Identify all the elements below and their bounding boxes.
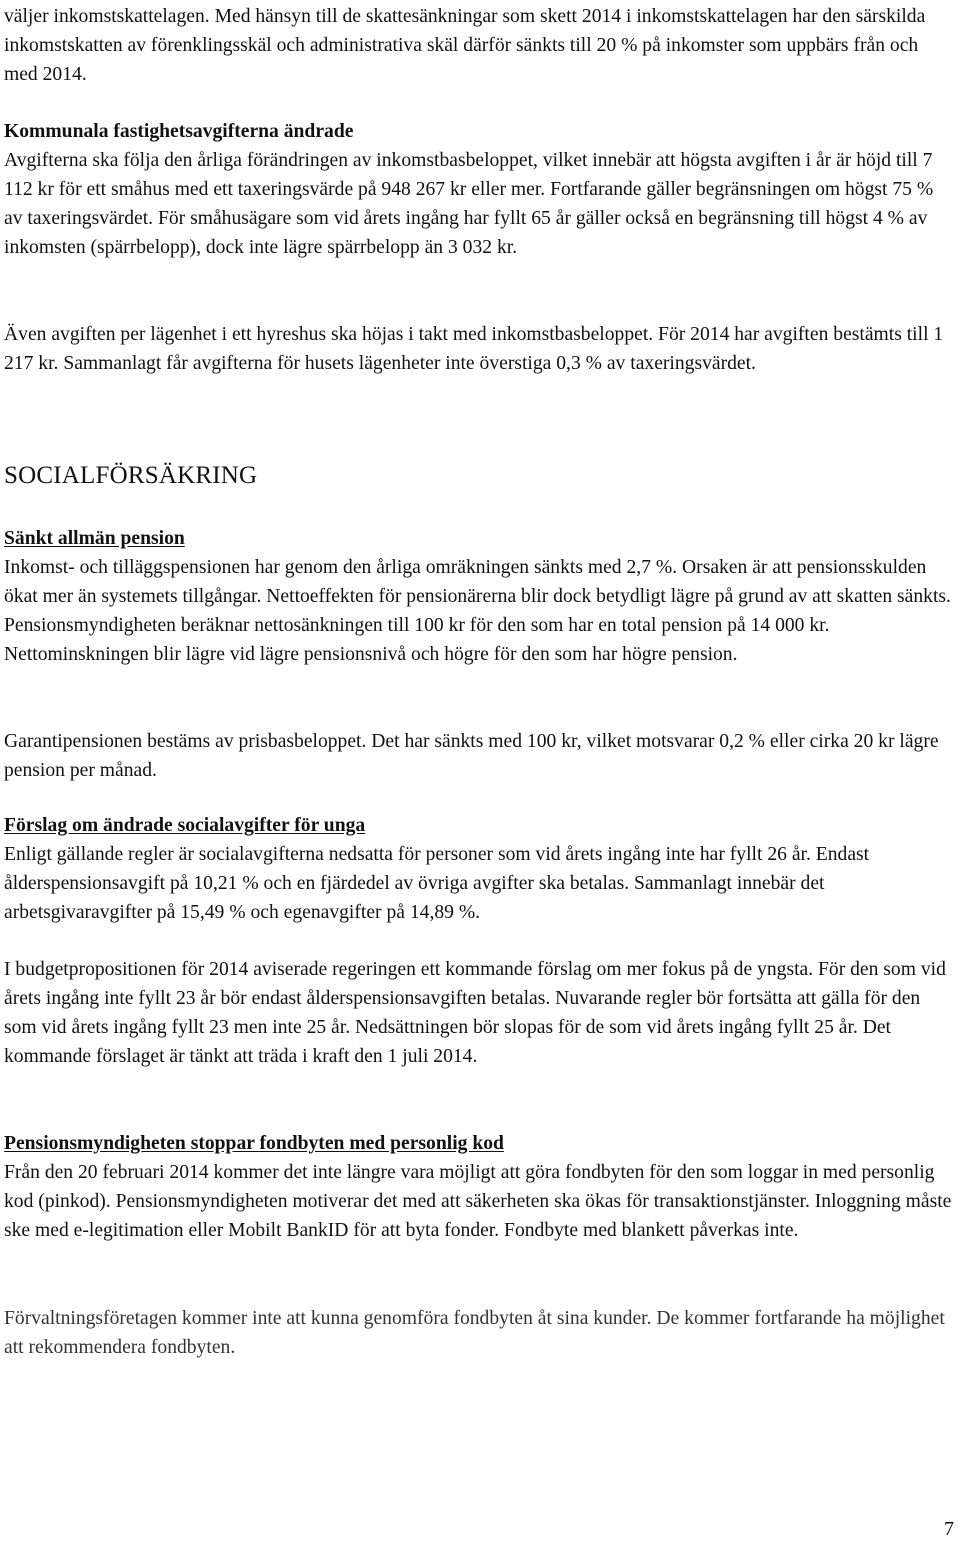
pension-paragraph-2: Garantipensionen bestäms av prisbasbeloppet. Det har sänkts med 100 kr, vilket motsvarar 0,2 % eller cirka 20 kr lägre pension per månad. — [4, 731, 939, 781]
intro-paragraph: väljer inkomstskattelagen. Med hänsyn till de skattesänkningar som skett 2014 i inkomstskattelagen har den särskilda inkomstskatten av förenklingsskäl och administrativa skäl därför sänkts till 20 % på inkomster som uppbärs från och med 2014. — [4, 6, 926, 85]
fastighet-heading: Kommunala fastighetsavgifterna ändrade — [4, 121, 354, 142]
unga-heading: Förslag om ändrade socialavgifter för unga — [4, 815, 366, 836]
unga-paragraph-2: I budgetpropositionen för 2014 aviserade regeringen ett kommande förslag om mer fokus på de yngsta. För den som vid årets ingång inte fyllt 23 år bör endast ålderspensionsavgiften betalas. Nuvarande regler bör fortsätta att gälla för den som vid årets ingång fyllt 23 men inte 25 år. Nedsättningen bör slopas för de som vid årets ingång fyllt 25 år. Det kommande förslaget är tänkt att träda i kraft den 1 juli 2014. — [4, 959, 946, 1067]
fondbyten-paragraph-2: Förvaltningsföretagen kommer inte att kunna genomföra fondbyten åt sina kunder. De kommer fortfarande ha möjlighet att rekommendera fondbyten. — [4, 1308, 945, 1358]
fondbyten-heading: Pensionsmyndigheten stoppar fondbyten med personlig kod — [4, 1133, 504, 1154]
section-title: SOCIALFÖRSÄKRING — [4, 462, 258, 489]
fastighet-paragraph-1: Avgifterna ska följa den årliga förändringen av inkomstbasbeloppet, vilket innebär att högsta avgiften i år är höjd till 7 112 kr för ett småhus med ett taxeringsvärde på 948 267 kr eller mer. Fortfarande gäller begränsningen om högst 75 % av taxeringsvärdet. För småhusägare som vid årets ingång har fyllt 65 år gäller också en begränsning till högst 4 % av inkomsten (spärrbelopp), dock inte lägre spärrbelopp än 3 032 kr. — [4, 150, 934, 258]
fastighet-paragraph-2: Även avgiften per lägenhet i ett hyreshus ska höjas i takt med inkomstbasbeloppet. För 2014 har avgiften bestämts till 1 217 kr. Sammanlagt får avgifterna för husets lägenheter inte överstiga 0,3 % av taxeringsvärdet. — [4, 324, 944, 374]
fondbyten-paragraph-1: Från den 20 februari 2014 kommer det inte längre vara möjligt att göra fondbyten för den som loggar in med personlig kod (pinkod). Pensionsmyndigheten motiverar det med att säkerheten ska ökas för transaktionstjänster. Inloggning måste ske med e-legitimation eller Mobilt BankID för att byta fonder. Fondbyte med blankett påverkas inte. — [4, 1162, 952, 1241]
unga-paragraph-1: Enligt gällande regler är socialavgifterna nedsatta för personer som vid årets ingång inte har fyllt 26 år. Endast ålderspensionsavgift på 10,21 % och en fjärdedel av övriga avgifter ska betalas. Sammanlagt innebär det arbetsgivaravgifter på 15,49 % och egenavgifter på 14,89 %. — [4, 844, 870, 923]
page-number: 7 — [944, 1518, 954, 1540]
pension-heading: Sänkt allmän pension — [4, 528, 185, 549]
pension-paragraph-1: Inkomst- och tilläggspensionen har genom den årliga omräkningen sänkts med 2,7 %. Orsaken är att pensionsskulden ökat mer än systemets tillgångar. Nettoeffekten för pensionärerna blir dock betydligt lägre på grund av att skatten sänkts. Pensionsmyndigheten beräknar nettosänkningen till 100 kr för den som har en total pension på 14 000 kr. Nettominskningen blir lägre vid lägre pensionsnivå och högre för den som har högre pension. — [4, 557, 951, 665]
